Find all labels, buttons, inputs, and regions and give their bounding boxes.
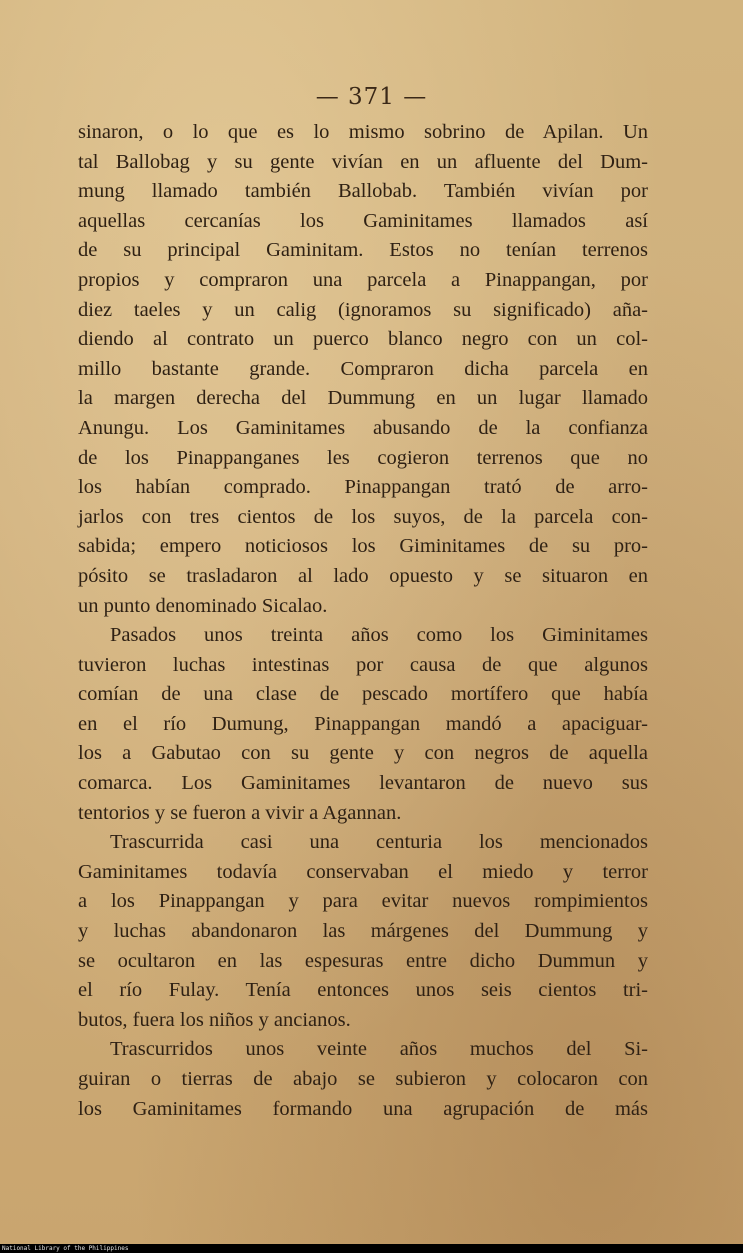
text-line: de los Pinappanganes les cogieron terrenos que no [78, 446, 648, 469]
page-number: — 371 — [315, 84, 428, 110]
library-credit: National Library of the Philippines [2, 1245, 129, 1252]
text-line: tuvieron luchas intestinas por causa de que algunos [78, 653, 648, 676]
text-line: Pasados unos treinta años como los Giminitames [110, 624, 648, 647]
text-line: Gaminitames todavía conservaban el miedo y terror [78, 860, 648, 883]
text-line: y luchas abandonaron las márgenes del Dummung y [78, 920, 648, 943]
text-line: aquellas cercanías los Gaminitames llamados así [78, 209, 648, 232]
text-line: a los Pinappangan y para evitar nuevos rompimientos [78, 890, 648, 913]
text-line: comían de una clase de pescado mortífero que había [78, 683, 648, 706]
text-line: guiran o tierras de abajo se subieron y colocaron con [78, 1068, 648, 1090]
text-line: Anungu. Los Gaminitames abusando de la confianza [78, 416, 648, 439]
text-line: butos, fuera los niños y ancianos. [78, 1008, 351, 1031]
text-line: un punto denominado Sicalao. [78, 594, 328, 617]
paragraph-2 [78, 621, 648, 828]
text-line: Trascurridos unos veinte años muchos del Si- [110, 1038, 648, 1061]
text-line: comarca. Los Gaminitames levantaron de nuevo sus [78, 772, 648, 795]
text-line: sabida; empero noticiosos los Giminitames de su pro- [78, 535, 648, 558]
text-line: pósito se trasladaron al lado opuesto y se situaron en [78, 564, 648, 587]
text-line: los Gaminitames formando una agrupación de más [78, 1097, 648, 1120]
text-line: el río Fulay. Tenía entonces unos seis cientos tri- [78, 979, 648, 1002]
text-line: los habían comprado. Pinappangan trató de arro- [78, 476, 648, 499]
text-line: tal Ballobag y su gente vivían en un afluente del Dum- [78, 150, 648, 173]
text-line: tentorios y se fueron a vivir a Agannan. [78, 801, 402, 824]
text-line: se ocultaron en las espesuras entre dicho Dummun y [78, 949, 648, 972]
text-line: mung llamado también Ballobab. También vivían por [78, 180, 648, 203]
text-line: sinaron, o lo que es lo mismo sobrino de Apilan. Un [78, 121, 648, 143]
paragraph-4 [78, 1035, 648, 1124]
text-line: en el río Dumung, Pinappangan mandó a apaciguar- [78, 712, 648, 735]
text-line: millo bastante grande. Compraron dicha parcela en [78, 357, 648, 380]
text-line: Trascurrida casi una centuria los mencionados [110, 831, 648, 854]
body-text [78, 118, 648, 1124]
text-line: diendo al contrato un puerco blanco negro con un col- [78, 328, 648, 351]
text-line: jarlos con tres cientos de los suyos, de la parcela con- [78, 505, 648, 528]
text-line: diez taeles y un calig (ignoramos su significado) aña- [78, 298, 648, 321]
paragraph-3 [78, 828, 648, 1035]
paragraph-1 [78, 118, 648, 621]
text-line: propios y compraron una parcela a Pinappangan, por [78, 268, 648, 291]
text-line: la margen derecha del Dummung en un lugar llamado [78, 387, 648, 410]
text-line: los a Gabutao con su gente y con negros de aquella [78, 742, 648, 765]
text-line: de su principal Gaminitam. Estos no tenían terrenos [78, 239, 648, 262]
